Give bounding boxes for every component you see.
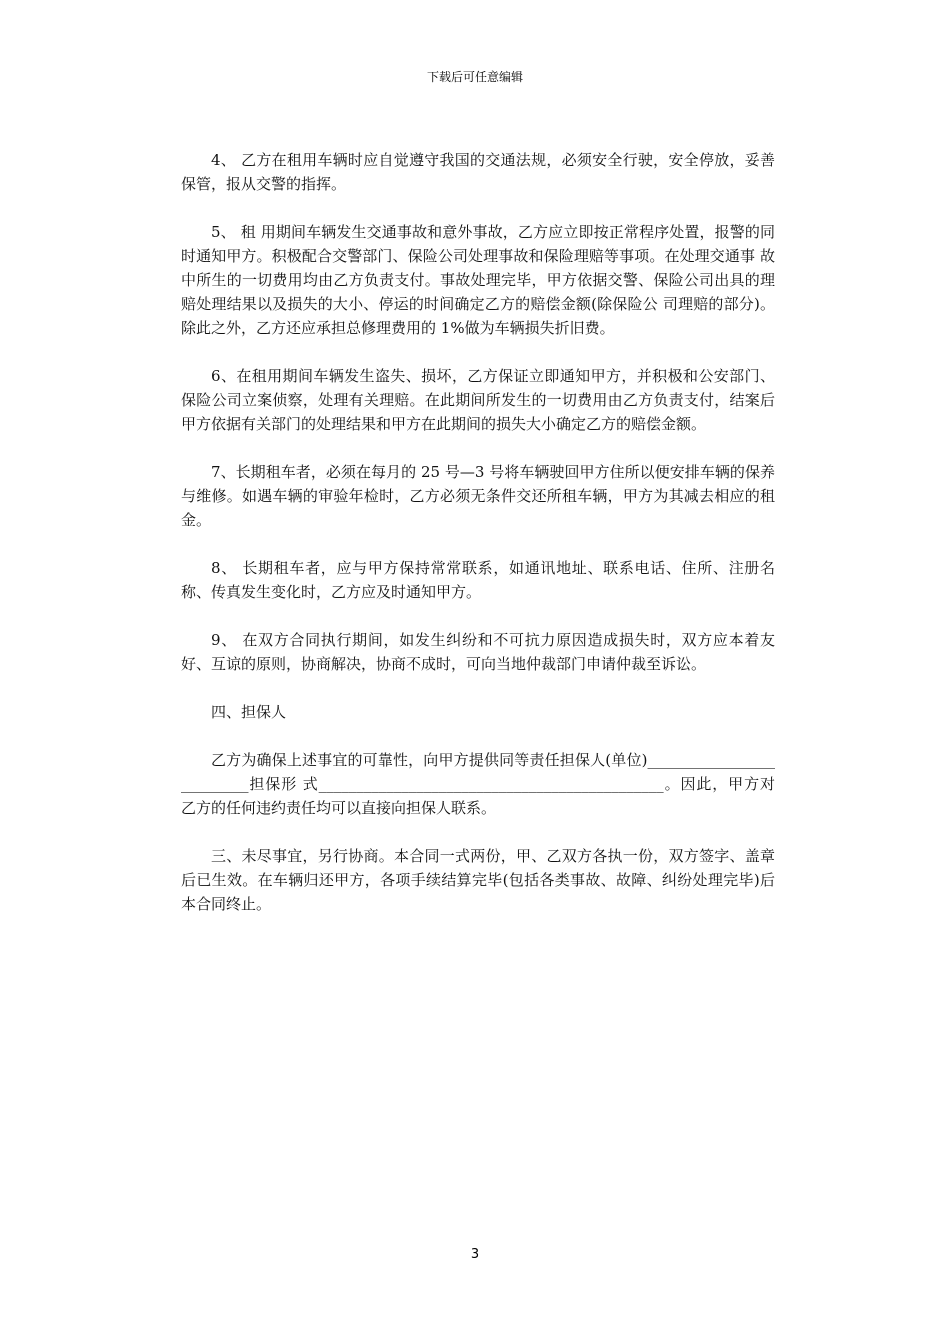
section-heading-guarantor: 四、担保人 <box>211 703 287 721</box>
guarantor-clause: 乙方为确保上述事宜的可靠性，向甲方提供同等责任担保人(单位)__________________________担保形 式______________________________________________。因此，甲方对乙方的任何违约责任均可以直接向担保人联系。 <box>181 751 775 817</box>
page-number: 3 <box>470 1247 480 1262</box>
contract-body <box>181 148 775 940</box>
page-header: 下载后可任意编辑 <box>426 70 523 84</box>
final-clause: 三、未尽事宜，另行协商。本合同一式两份，甲、乙双方各执一份，双方签字、盖章后已生效。在车辆归还甲方，各项手续结算完毕(包括各类事故、故障、纠纷处理完毕)后本合同终止。 <box>181 847 775 913</box>
clause-5: 5、 租 用期间车辆发生交通事故和意外事故，乙方应立即按正常程序处置，报警的同时通知甲方。积极配合交警部门、保险公司处理事故和保险理赔等事项。在处理交通事 故中所生的一切费用均由乙方负责支付。事故处理完毕，甲方依据交警、保险公司出具的理赔处理结果以及损失的大小、停运的时间确定乙方的赔偿金额(除保险公 司理赔的部分)。除此之外，乙方还应承担总修理费用的 1%做为车辆损失折旧费。 <box>181 223 775 337</box>
clause-8: 8、 长期租车者，应与甲方保持常常联系，如通讯地址、联系电话、住所、注册名称、传真发生变化时，乙方应及时通知甲方。 <box>181 559 775 601</box>
clause-6: 6、在租用期间车辆发生盗失、损坏，乙方保证立即通知甲方，并积极和公安部门、保险公司立案侦察，处理有关理赔。在此期间所发生的一切费用由乙方负责支付，结案后甲方依据有关部门的处理结果和甲方在此期间的损失大小确定乙方的赔偿金额。 <box>181 367 775 433</box>
clause-4: 4、 乙方在租用车辆时应自觉遵守我国的交通法规，必须安全行驶，安全停放，妥善保管，报从交警的指挥。 <box>181 151 775 193</box>
clause-9: 9、 在双方合同执行期间，如发生纠纷和不可抗力原因造成损失时，双方应本着友好、互谅的原则，协商解决，协商不成时，可向当地仲裁部门申请仲裁至诉讼。 <box>181 631 775 673</box>
clause-7: 7、长期租车者，必须在每月的 25 号—3 号将车辆驶回甲方住所以便安排车辆的保养与维修。如遇车辆的审验年检时，乙方必须无条件交还所租车辆，甲方为其减去相应的租金。 <box>181 463 775 529</box>
